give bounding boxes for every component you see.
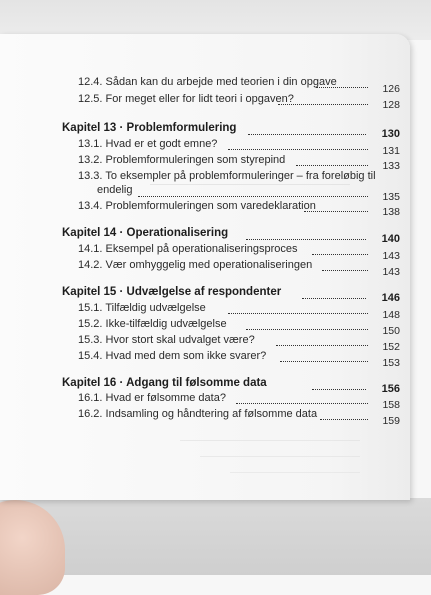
toc-leader xyxy=(302,298,366,299)
toc-leader xyxy=(304,211,368,212)
toc-entry: endelig xyxy=(97,184,133,196)
toc-leader xyxy=(248,134,366,135)
show-through-text xyxy=(230,468,360,473)
toc-page-number: 126 xyxy=(382,83,400,95)
toc-chapter-heading: Kapitel 13 · Problemformulering xyxy=(62,122,237,134)
toc-leader xyxy=(246,329,368,330)
toc-entry: 15.4. Hvad med dem som ikke svarer? xyxy=(78,350,267,362)
toc-leader xyxy=(228,313,368,314)
toc-chapter-heading: Kapitel 14 · Operationalisering xyxy=(62,227,229,239)
toc-entry: 14.1. Eksempel på operationaliseringsproces xyxy=(78,243,298,255)
toc-entry: 13.1. Hvad er et godt emne? xyxy=(78,138,218,150)
toc-entry: 14.2. Vær omhyggelig med operationaliseringen xyxy=(78,259,313,271)
show-through-text xyxy=(150,180,350,185)
toc-page-number: 138 xyxy=(382,206,400,218)
toc-leader xyxy=(236,403,368,404)
toc-page-number: 159 xyxy=(382,415,400,427)
toc-page-number: 156 xyxy=(381,383,400,395)
toc-entry: 15.1. Tilfældig udvælgelse xyxy=(78,302,206,314)
toc-page-number: 158 xyxy=(382,399,400,411)
toc-page-number: 133 xyxy=(382,160,400,172)
toc-entry: 15.3. Hvor stort skal udvalget være? xyxy=(78,334,255,346)
toc-leader xyxy=(138,196,368,197)
toc-entry: 12.4. Sådan kan du arbejde med teorien i din opgave xyxy=(78,76,337,88)
toc-leader xyxy=(278,104,368,105)
toc-leader xyxy=(276,345,368,346)
toc-entry: 13.3. To eksempler på problemformuleringer – fra foreløbig til xyxy=(78,170,376,182)
toc-page-number: 152 xyxy=(382,341,400,353)
toc-page-number: 135 xyxy=(382,191,400,203)
table-of-contents xyxy=(0,34,410,500)
toc-page-number: 143 xyxy=(382,266,400,278)
toc-page-number: 150 xyxy=(382,325,400,337)
toc-entry: 16.2. Indsamling og håndtering af følsomme data xyxy=(78,408,318,420)
toc-chapter-heading: Kapitel 16 · Adgang til følsomme data xyxy=(62,377,267,389)
show-through-text xyxy=(200,452,360,457)
show-through-text xyxy=(180,436,360,441)
toc-page-number: 131 xyxy=(382,145,400,157)
toc-leader xyxy=(228,149,368,150)
toc-chapter-heading: Kapitel 15 · Udvælgelse af respondenter xyxy=(62,286,282,298)
toc-leader xyxy=(312,389,366,390)
toc-page-number: 130 xyxy=(381,128,400,140)
toc-page-number: 128 xyxy=(382,99,400,111)
toc-entry: 15.2. Ikke-tilfældig udvælgelse xyxy=(78,318,227,330)
toc-entry: 13.4. Problemformuleringen som varedeklaration xyxy=(78,200,316,212)
toc-page-number: 143 xyxy=(382,250,400,262)
book-page xyxy=(0,34,410,500)
toc-entry: 12.5. For meget eller for lidt teori i opgaven? xyxy=(78,93,294,105)
toc-leader xyxy=(246,239,366,240)
toc-page-number: 148 xyxy=(382,309,400,321)
toc-page-number: 140 xyxy=(381,233,400,245)
toc-entry: 16.1. Hvad er følsomme data? xyxy=(78,392,226,404)
toc-page-number: 146 xyxy=(381,292,400,304)
toc-entry: 13.2. Problemformuleringen som styrepind xyxy=(78,154,286,166)
toc-leader xyxy=(280,361,368,362)
toc-leader xyxy=(296,165,368,166)
toc-page-number: 153 xyxy=(382,357,400,369)
